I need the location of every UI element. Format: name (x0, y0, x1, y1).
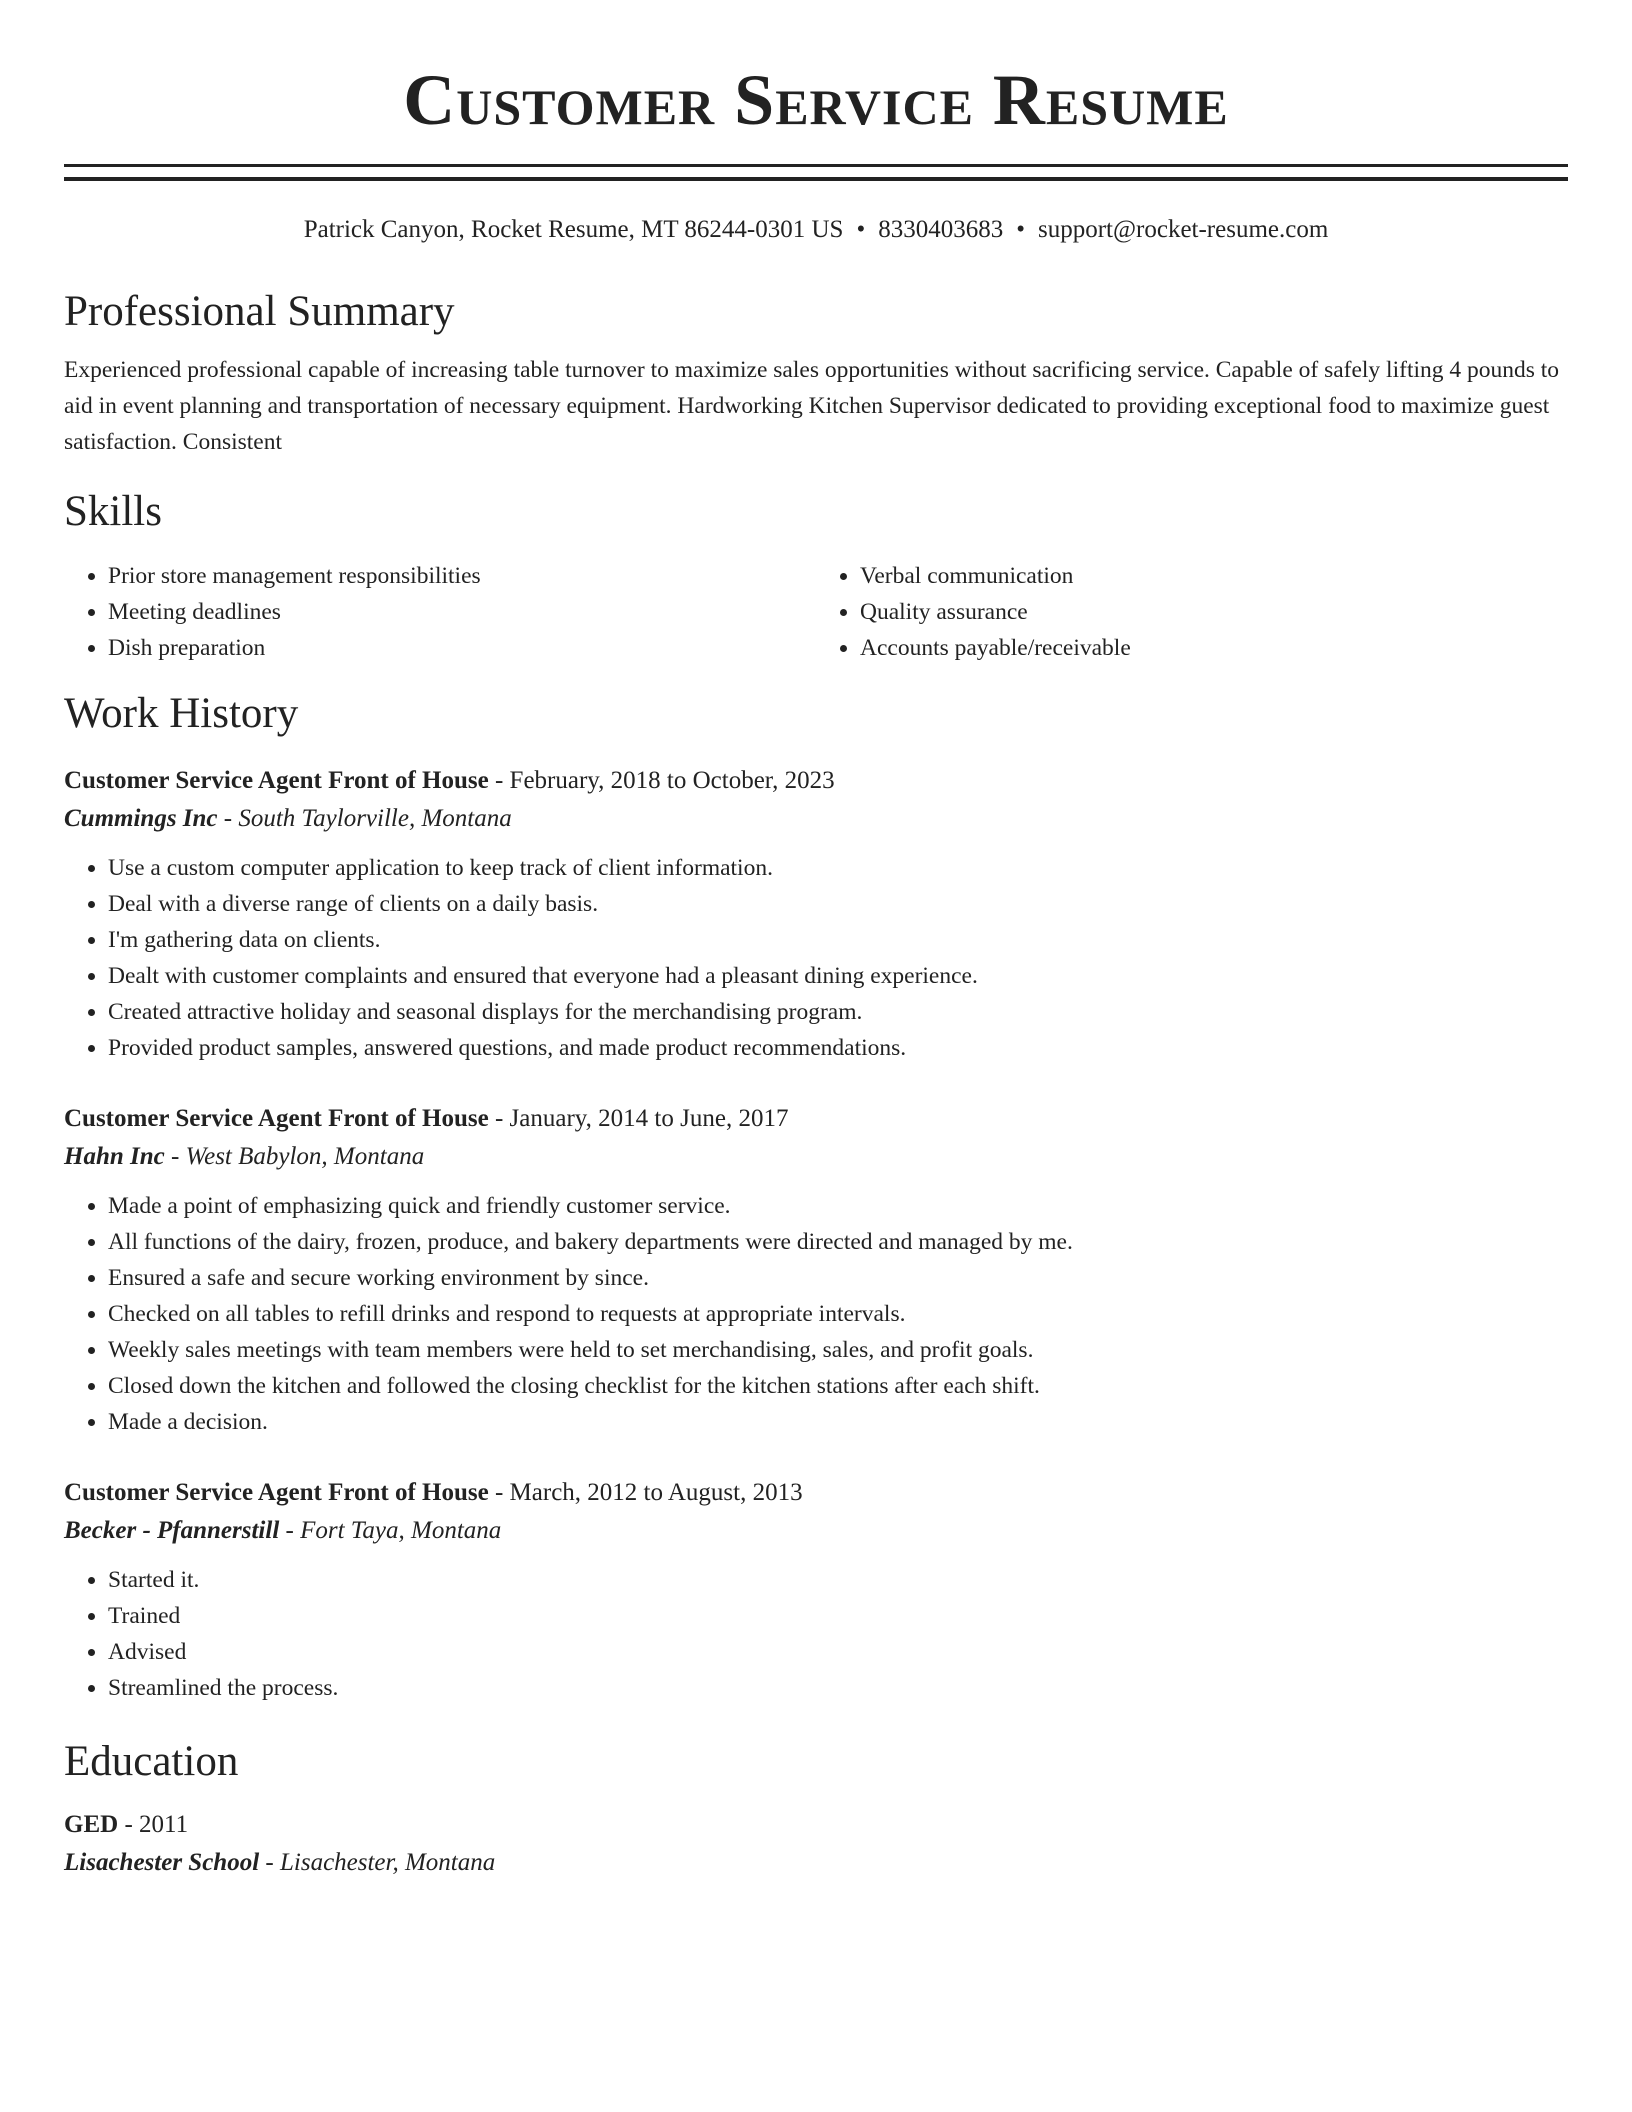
dash: - (488, 1479, 510, 1506)
contact-email: support@rocket-resume.com (1038, 216, 1329, 243)
skill-item: • Prior store management responsibilities (108, 558, 816, 594)
bullet-separator: • (1016, 216, 1025, 243)
job-bullet: • Made a decision. (108, 1404, 1568, 1440)
job-bullets (64, 1188, 1568, 1440)
company-name: Cummings Inc (64, 805, 218, 832)
job-title-line (64, 762, 1568, 800)
skills-heading: Skills (64, 488, 162, 535)
job-bullet: • Streamlined the process. (108, 1670, 1568, 1706)
dash: - (488, 1105, 510, 1132)
dash: - (488, 767, 510, 794)
skills-column-right (816, 558, 1568, 666)
contact-address: Patrick Canyon, Rocket Resume, MT 86244-0301 US (303, 216, 844, 243)
skill-item: • Verbal communication (860, 558, 1568, 594)
company-location: Fort Taya, Montana (300, 1517, 502, 1544)
dash: - (118, 1811, 140, 1838)
title-double-rule (64, 164, 1568, 181)
job-entry (64, 1474, 1568, 1706)
job-bullet: • Started it. (108, 1562, 1568, 1598)
company-location: West Babylon, Montana (185, 1143, 425, 1170)
company-name: Hahn Inc (64, 1143, 165, 1170)
school-name: Lisachester School (64, 1849, 260, 1876)
work-history-heading: Work History (64, 690, 299, 737)
dash: - (217, 805, 239, 832)
skill-item: • Quality assurance (860, 594, 1568, 630)
degree-line (64, 1806, 1568, 1844)
skill-item: • Meeting deadlines (108, 594, 816, 630)
job-bullet: • All functions of the dairy, frozen, produce, and bakery departments were directed and managed by me. (108, 1224, 1568, 1260)
resume-title: Customer Service Resume (403, 60, 1229, 140)
skill-item: • Dish preparation (108, 630, 816, 666)
skills-column-left (64, 558, 816, 666)
contact-phone: 8330403683 (878, 216, 1004, 243)
job-bullet: • Advised (108, 1634, 1568, 1670)
dash: - (279, 1517, 301, 1544)
company-line (64, 1512, 1568, 1550)
job-bullet: • Closed down the kitchen and followed the closing checklist for the kitchen stations after each shift. (108, 1368, 1568, 1404)
company-location: South Taylorville, Montana (238, 805, 512, 832)
job-bullets (64, 850, 1568, 1066)
company-line (64, 800, 1568, 838)
bullet-separator: • (856, 216, 866, 243)
job-title: Customer Service Agent Front of House (64, 1479, 489, 1506)
job-dates: February, 2018 to October, 2023 (509, 767, 835, 794)
job-bullet: • Provided product samples, answered questions, and made product recommendations. (108, 1030, 1568, 1066)
job-bullet: • I'm gathering data on clients. (108, 922, 1568, 958)
job-dates: January, 2014 to June, 2017 (509, 1105, 789, 1132)
education-entry (64, 1806, 1568, 1882)
contact-line (64, 214, 1568, 246)
job-title: Customer Service Agent Front of House (64, 767, 489, 794)
company-line (64, 1138, 1568, 1176)
job-bullet: • Dealt with customer complaints and ensured that everyone had a pleasant dining experience. (108, 958, 1568, 994)
job-title-line (64, 1100, 1568, 1138)
dash: - (259, 1849, 280, 1876)
degree-year: 2011 (139, 1811, 189, 1838)
skill-item: • Accounts payable/receivable (860, 630, 1568, 666)
job-bullet: • Trained (108, 1598, 1568, 1634)
job-bullet: • Ensured a safe and secure working environment by since. (108, 1260, 1568, 1296)
job-bullets (64, 1562, 1568, 1706)
skills-list (64, 558, 1568, 666)
job-bullet: • Checked on all tables to refill drinks and respond to requests at appropriate intervals. (108, 1296, 1568, 1332)
job-bullet: • Weekly sales meetings with team members were held to set merchandising, sales, and profit goals. (108, 1332, 1568, 1368)
summary-text: Experienced professional capable of increasing table turnover to maximize sales opportunities without sacrificing service. Capable of safely lifting 4 pounds to aid in event planning and transportation of necessary equipment. Hardworking Kitchen Supervisor dedicated to providing exceptional food to maximize guest satisfaction. Consistent (64, 357, 1560, 455)
job-entry (64, 762, 1568, 1066)
job-title: Customer Service Agent Front of House (64, 1105, 489, 1132)
dash: - (164, 1143, 186, 1170)
job-dates: March, 2012 to August, 2013 (509, 1479, 803, 1506)
job-entry (64, 1100, 1568, 1440)
job-bullet: • Made a point of emphasizing quick and friendly customer service. (108, 1188, 1568, 1224)
school-location: Lisachester, Montana (279, 1849, 496, 1876)
job-bullet: • Deal with a diverse range of clients on a daily basis. (108, 886, 1568, 922)
summary-heading: Professional Summary (64, 288, 455, 335)
job-title-line (64, 1474, 1568, 1512)
company-name: Becker - Pfannerstill (64, 1517, 280, 1544)
school-line (64, 1844, 1568, 1882)
job-bullet: • Use a custom computer application to keep track of client information. (108, 850, 1568, 886)
education-heading: Education (64, 1738, 239, 1785)
degree: GED (64, 1811, 119, 1838)
job-bullet: • Created attractive holiday and seasonal displays for the merchandising program. (108, 994, 1568, 1030)
